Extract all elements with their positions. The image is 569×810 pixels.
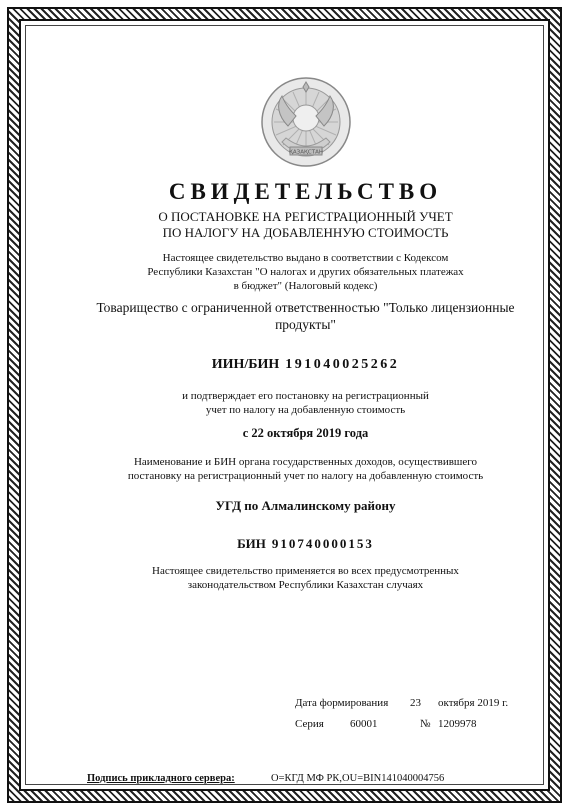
certificate-content	[51, 51, 560, 801]
issued-line: Настоящее свидетельство выдано в соответствии с Кодексом	[162, 252, 449, 264]
company-line: продукты"	[275, 317, 336, 332]
series-row	[295, 718, 477, 730]
bin-value: 910740000153	[271, 536, 374, 551]
organ-description	[51, 455, 560, 483]
iin-bin-row	[51, 357, 560, 373]
formation-day: 23	[410, 697, 421, 709]
organ-description-line: Наименование и БИН органа государственных доходов, осуществившего	[133, 456, 477, 468]
issued-line: в бюджет" (Налоговый кодекс)	[233, 280, 378, 292]
signature-label: Подпись прикладного сервера:	[87, 773, 235, 784]
applicability-line: Настоящее свидетельство применяется во всех предусмотренных	[152, 565, 459, 577]
company-line: Товарищество с ограниченной ответственностью "Только лицензионные	[96, 300, 515, 315]
emblem-lettering: ҚАЗАҚСТАН	[289, 149, 323, 156]
certificate-number: 1209978	[438, 718, 477, 730]
iin-label: ИИН/БИН	[211, 357, 280, 372]
signature-value: O=КГД МФ РК,OU=BIN141040004756	[271, 773, 445, 784]
issued-line: Республики Казахстан "О налогах и других обязательных платежах	[147, 266, 464, 278]
document-sheet	[19, 19, 550, 791]
ornamental-border	[7, 7, 562, 803]
confirmation-line: учет по налогу на добавленную стоимость	[205, 404, 406, 416]
iin-value: 191040025262	[285, 357, 400, 372]
company-name	[71, 299, 540, 333]
authority-bin-row	[51, 536, 560, 552]
number-sign: №	[420, 718, 431, 730]
formation-month-year: октября 2019 г.	[438, 697, 509, 709]
subtitle-line: ПО НАЛОГУ НА ДОБАВЛЕННУЮ СТОИМОСТЬ	[162, 225, 449, 240]
series-label: Серия	[295, 718, 324, 730]
confirmation-text	[51, 389, 560, 417]
formation-date-label: Дата формирования	[295, 697, 389, 709]
tax-authority-name: УГД по Алмалинскому району	[215, 498, 396, 513]
state-emblem	[260, 76, 352, 168]
registration-date: с 22 октября 2019 года	[242, 426, 369, 440]
certificate-title: СВИДЕТЕЛЬСТВО	[168, 179, 443, 204]
certificate-subtitle	[51, 209, 560, 241]
issued-basis-text	[51, 251, 560, 293]
series-value: 60001	[350, 718, 378, 730]
applicability-line: законодательством Республики Казахстан случаях	[187, 579, 424, 591]
organ-description-line: постановку на регистрационный учет по налогу на добавленную стоимость	[127, 470, 484, 482]
confirmation-line: и подтверждает его постановку на регистрационный	[182, 390, 429, 402]
applicability-text	[51, 564, 560, 592]
formation-date-row	[295, 697, 508, 709]
subtitle-line: О ПОСТАНОВКЕ НА РЕГИСТРАЦИОННЫЙ УЧЕТ	[158, 209, 453, 224]
bin-label: БИН	[237, 536, 266, 551]
